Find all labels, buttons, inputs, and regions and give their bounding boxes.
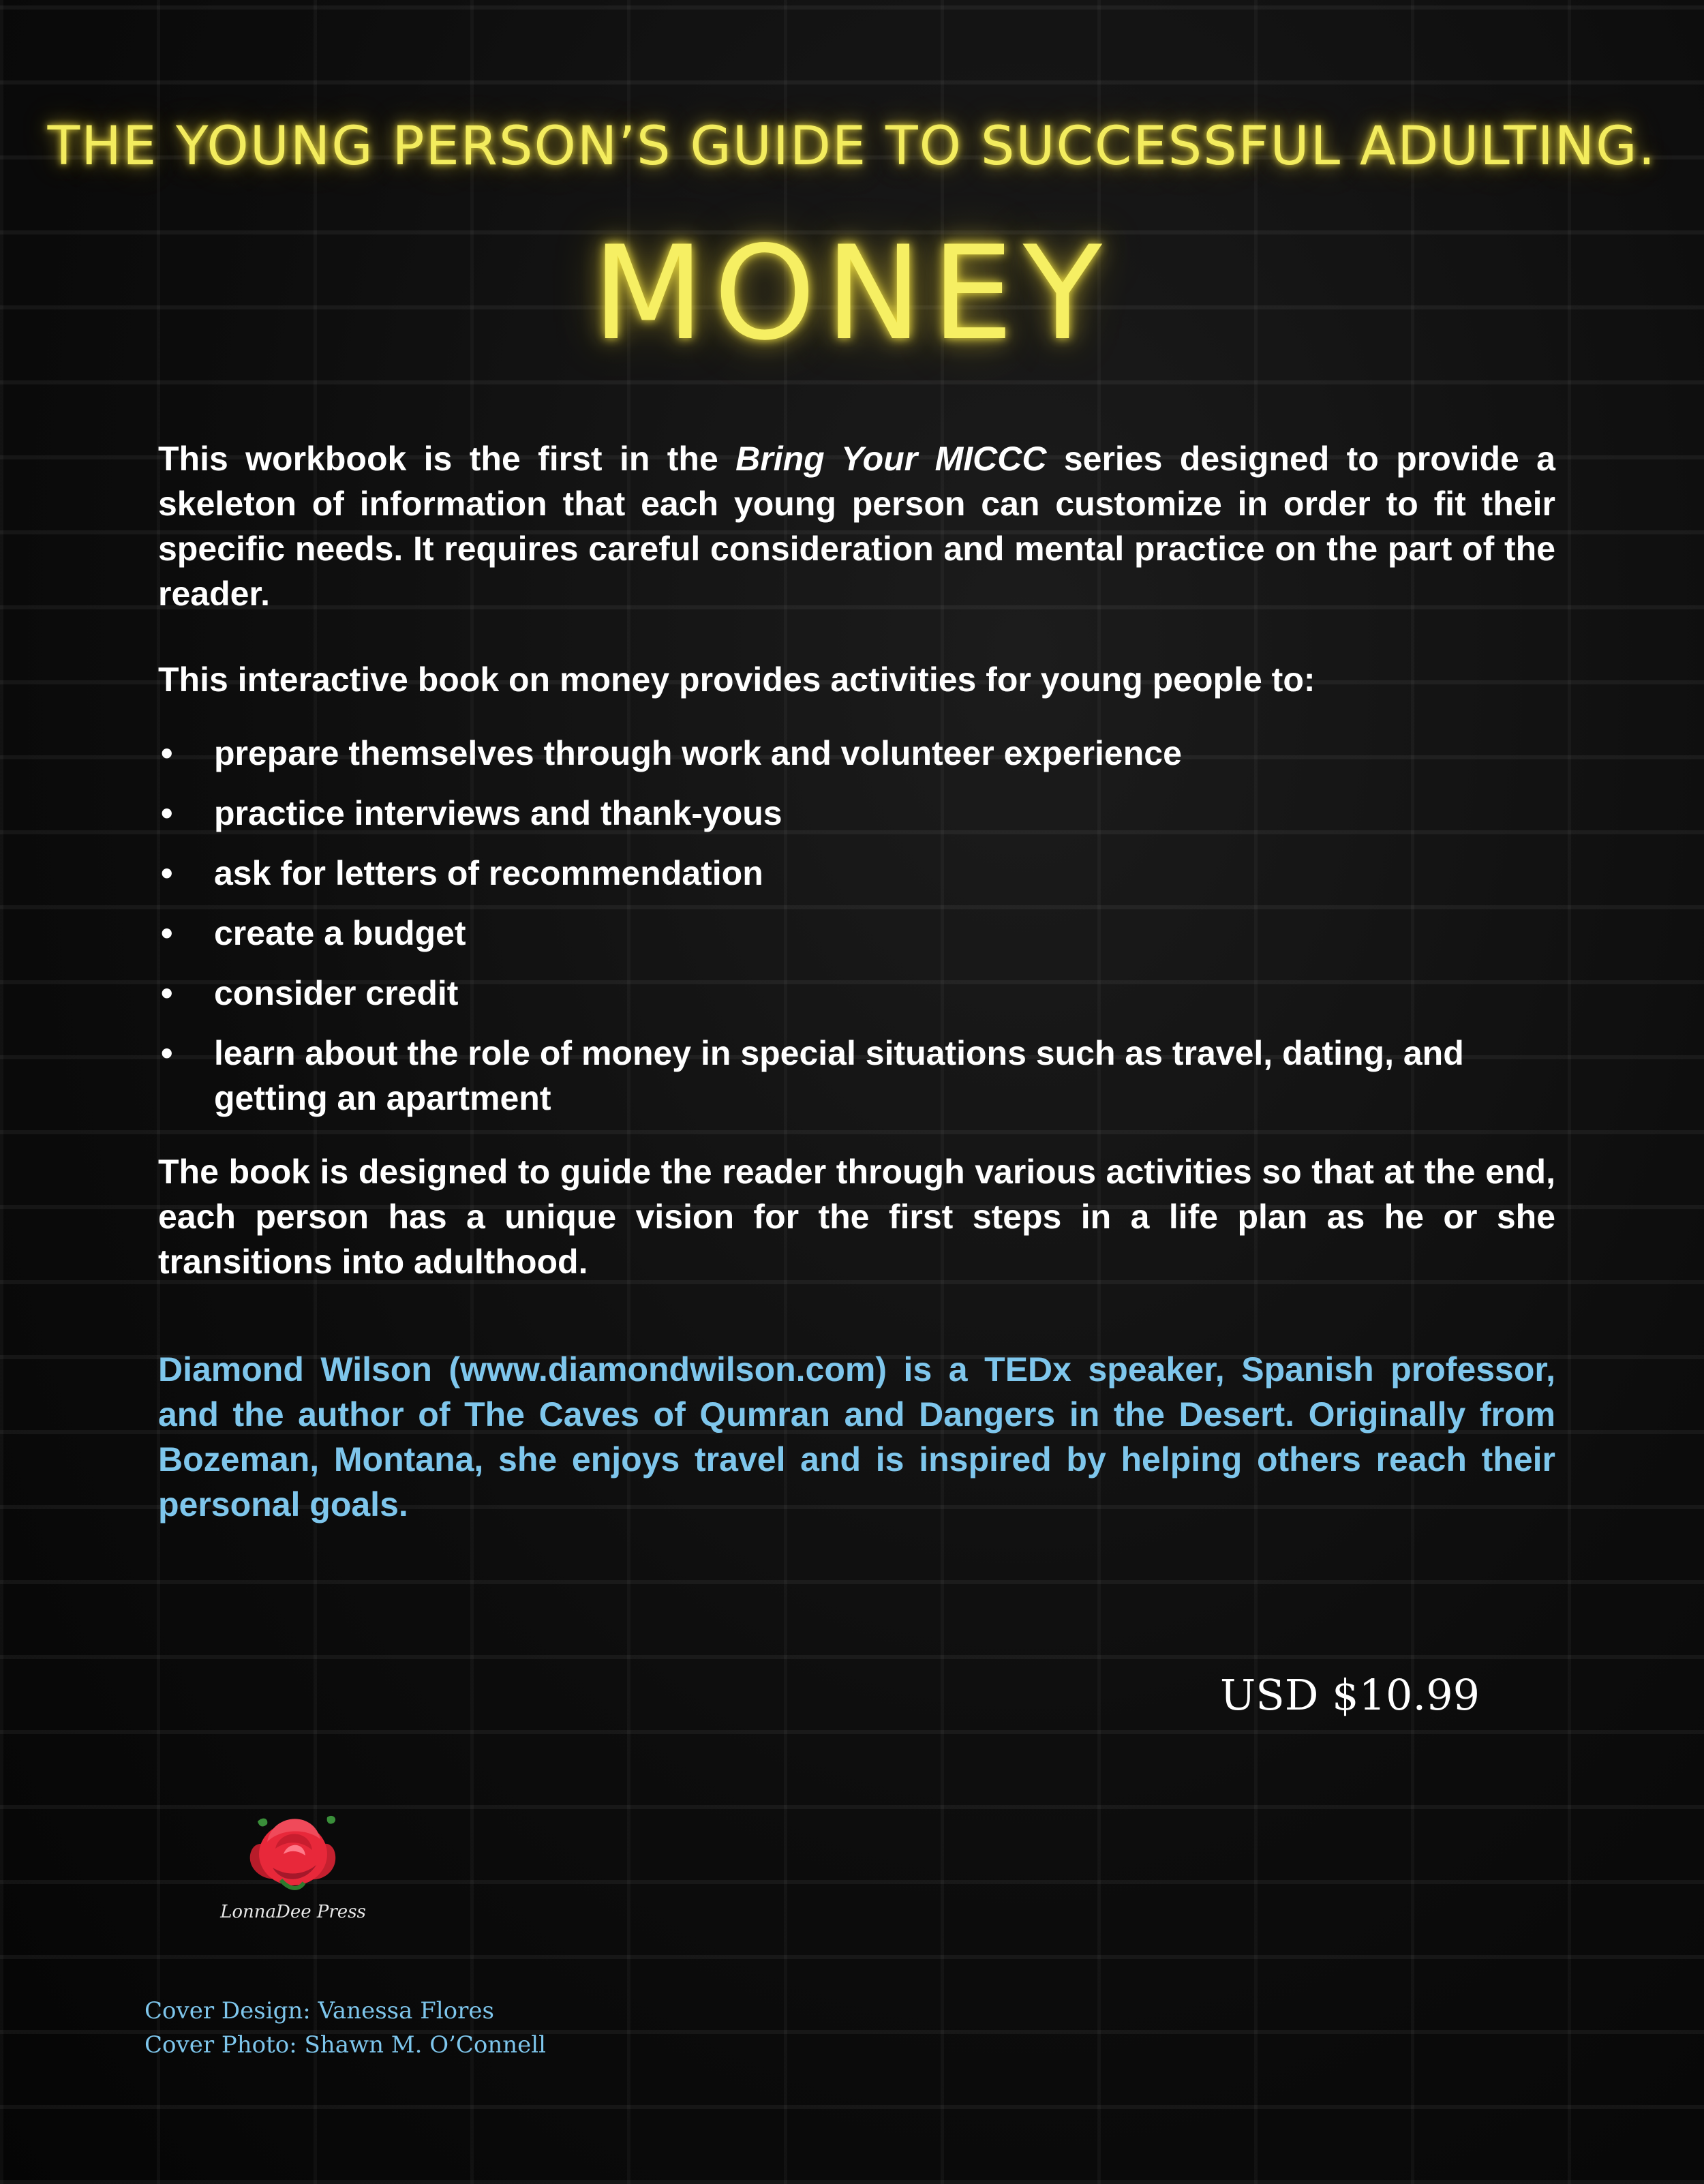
bullet-icon: • — [161, 794, 173, 832]
intro-text-end: series designed to provide a skeleton of information that each young person can customize in order to fit their specific needs. It requires careful consideration and mental practice on the part of the reader. — [158, 440, 1555, 613]
cover-credits — [144, 1994, 546, 2062]
list-item-text: consider credit — [214, 974, 459, 1012]
series-name: Bring Your MICCC — [735, 440, 1047, 478]
list-item-text: create a budget — [214, 914, 466, 952]
price-label: USD $10.99 — [1220, 1670, 1480, 1720]
list-item-text: practice interviews and thank-yous — [214, 794, 782, 832]
list-item-text: ask for letters of recommendation — [214, 854, 763, 892]
activity-list — [158, 731, 1555, 1121]
intro-paragraph — [158, 436, 1555, 616]
list-item — [158, 791, 1555, 836]
list-item-text: prepare themselves through work and volunteer experience — [214, 734, 1182, 772]
bullet-icon: • — [161, 974, 173, 1012]
lead-sentence: This interactive book on money provides activities for young people to: — [158, 661, 1315, 699]
bullet-icon: • — [161, 914, 173, 952]
cover-photo-credit: Cover Photo: Shawn M. O’Connell — [144, 2031, 547, 2059]
list-item — [158, 1031, 1555, 1121]
publisher-logo — [204, 1800, 382, 1936]
bullet-icon: • — [161, 1034, 173, 1072]
cover-title: MONEY — [592, 218, 1112, 369]
intro-text-start: This workbook is the first in the — [158, 440, 736, 478]
outro-paragraph: The book is designed to guide the reader through various activities so that at the end, each person has a unique vision for the first steps in a life plan as he or she transitions into adulthood. — [158, 1153, 1555, 1281]
rose-icon — [204, 1800, 382, 1902]
description-block — [158, 436, 1555, 1527]
list-item — [158, 731, 1555, 776]
bullet-icon: • — [161, 854, 173, 892]
cover-subtitle: THE YOUNG PERSON’S GUIDE TO SUCCESSFUL ADULTING. — [47, 116, 1657, 177]
author-bio: Diamond Wilson (www.diamondwilson.com) is a TEDx speaker, Spanish professor, and the author of The Caves of Qumran and Dangers in the Desert. Originally from Bozeman, Montana, she enjoys travel and is inspired by helping others reach their personal goals. — [158, 1350, 1555, 1523]
publisher-name: LonnaDee Press — [220, 1902, 366, 1922]
list-item — [158, 911, 1555, 956]
list-item — [158, 971, 1555, 1016]
cover-design-credit: Cover Design: Vanessa Flores — [144, 1997, 494, 2024]
list-item — [158, 851, 1555, 896]
bullet-icon: • — [161, 734, 173, 772]
list-item-text: learn about the role of money in special situations such as travel, dating, and getting an apartment — [214, 1034, 1464, 1117]
